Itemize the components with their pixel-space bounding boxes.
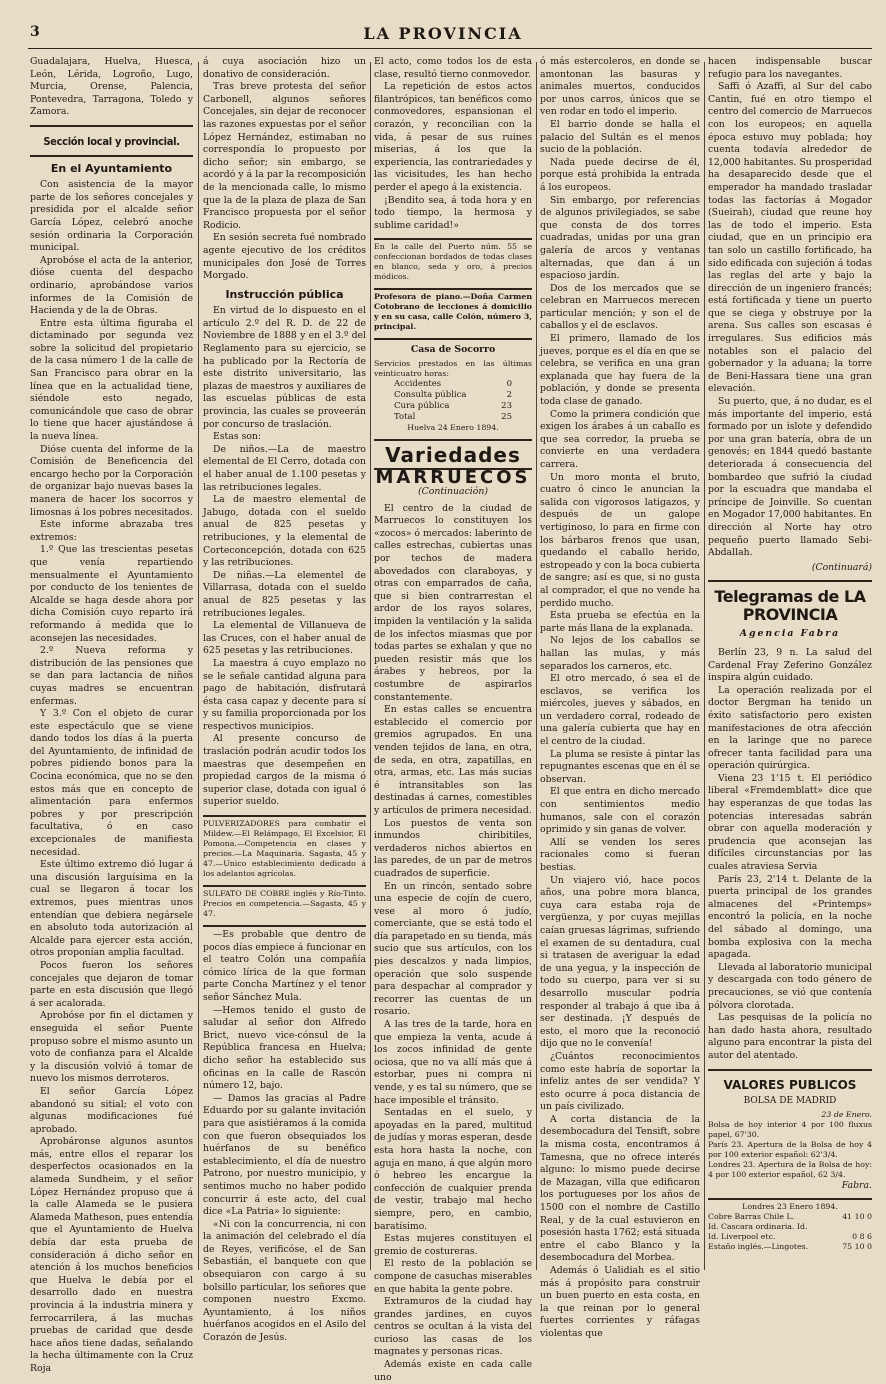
variedades-title: Variedades bbox=[385, 442, 521, 467]
row-value: 23 bbox=[501, 400, 512, 411]
column-2 bbox=[203, 56, 366, 1344]
report-row bbox=[374, 379, 532, 390]
paragraph: Saffi ó Azaffi, al Sur del cabo Cantin, fué en otro tiempo el centro del comercio de Marruecos con los europeos; en aquella época estuvo muy poblada; hoy cuenta todavía alrededor de 12,000 habitantes. Su prosperidad ha desaparecido desde que el emperador ha mandado trasladar todas las factorías á Mogador (Sueirah), ciudad que reune hoy las de todo el imperio. Esta ciudad, que en un principio era tan solo un castillo fortificado, ha sido edificada con sujeción á todas las reglas del arte y bajo la dirección de un ingeniero francés; está fortificada y tiene un puerto que se ciega y obstruye por la arena. Sus calles son escasas é irregulares. Sus edificios más notables son el palacio del gobernador y la aduana; la torre de Beni-Hassara tiene una gran elevación. bbox=[708, 81, 872, 395]
continued-text: Guadalajara, Huelva, Huesca, León, Lérida, Logroño, Lugo, Murcia, Orense, Palencia, Pontevedra, Tarragona, Toledo y Zamora. bbox=[30, 56, 193, 118]
paragraph: á cuya asociación hizo un donativo de consideración. bbox=[203, 56, 366, 80]
paragraph: Estas son: bbox=[213, 431, 262, 443]
paragraph: Aprobáronse algunos asuntos más, entre ellos el reparar los desperfectos ocasionados en la alameda Sundheim, y el señor López Hernández propuso que á la calle Alameda se le pusiera Alameda Matheson, pues entendía que el Ayuntamiento de Huelva debía dar esta prueba de consideración á dicho señor en atención á los muchos beneficios que Huelva le debía por el desarrollo dado en nuestra provincia á la industria minera y ferrocarrilera, á las muchas pruebas de caridad que desde hace años tiene dadas, señalando la hecha últimamente con la Cruz Roja bbox=[30, 1136, 193, 1374]
paragraph: La repetición de estos actos filantrópicos, tan benéficos como conmovedores, espansionan el corazón, y reconcilian con la vida, á pesar de sus ruines miserias, á los que la experiencia, las contrariedades y las vicisitudes, les han hecho perder el apego á la existencia. bbox=[374, 81, 532, 193]
column-1 bbox=[30, 56, 193, 1374]
bolsa-line: París 23. Apertura de la Bolsa de hoy 4 por 100 exterior español: 62'3/4. bbox=[708, 1139, 872, 1159]
report-title: Casa de Socorro bbox=[410, 344, 496, 356]
column-rule bbox=[370, 62, 371, 1270]
paragraph: El primero, llamado de los jueves, porque es el día en que se celebra, se verifica en una gran explanada que hay fuera de la población, y donde se presenta toda clase de ganado. bbox=[540, 333, 700, 408]
stock-row bbox=[708, 1242, 872, 1252]
paragraph: La pluma se resiste á pintar las repugnantes escenas que en él se observan. bbox=[540, 748, 700, 785]
article-title: Instrucción pública bbox=[225, 287, 344, 301]
bolsa-title: BOLSA DE MADRID bbox=[743, 1096, 837, 1107]
telegram: Las pesquisas de la policía no han dado hasta ahora, resultado alguno para encontrar la pista del autor del atentado. bbox=[708, 1012, 872, 1061]
section-title: Sección local y provincial. bbox=[43, 134, 180, 148]
paragraph: Sentadas en el suelo, y apoyadas en la pared, multitud de judías y moras esperan, desde esta hora hasta la noche, con aguja en mano, á que algún moro ó hebreo les encargue la confección de cualquier prenda de vestir, trabajo mal hecho siempre, pero, en cambio, baratísimo. bbox=[374, 1107, 532, 1232]
stock-value: 0 bbox=[852, 1232, 858, 1242]
column-rule bbox=[198, 62, 199, 1270]
divider bbox=[708, 580, 872, 582]
divider bbox=[708, 1069, 872, 1071]
paragraph: —Es probable que dentro de pocos días empiece á funcionar en el teatro Colón una compañía cómico lírica de la que forman parte Concha Martínez y el tenor señor Sánchez Mula. bbox=[203, 929, 366, 1003]
telegram: Llevada al laboratorio municipal y descargada con todo género de precauciones, se vió que contenía pólvora clorotada. bbox=[708, 961, 872, 1011]
paragraph: De niños.—La de maestro elemental de El Cerro, dotada con el haber anual de 1.100 pesetas y las retribuciones legales. bbox=[203, 443, 366, 493]
stock-row bbox=[708, 1222, 872, 1232]
bolsa-lines bbox=[708, 1120, 872, 1180]
paragraph: Con asistencia de la mayor parte de los señores concejales y presidida por el alcalde señor García López, celebró anoche sesión ordinaria la Corporación municipal. bbox=[30, 179, 193, 254]
paragraph: A corta distancia de la desembocadura del Tensift, sobre la misma costa, encontramos á Tamesna, que no ofrece interés alguno: lo mismo puede decirse de Mazagan, villa que edificaron los portugueses por los años de 1500 con el nombre de Castillo Real, y de la cual estuvieron en posesión hasta 1762; está situada entre el cabo Blanco y la desembocadura del Morbea. bbox=[540, 1113, 700, 1264]
report-intro bbox=[374, 359, 532, 379]
stock-value: 10 bbox=[854, 1212, 865, 1222]
masthead bbox=[0, 24, 886, 43]
paragraph: Aprobóse el acta de la anterior, dióse cuenta del despacho ordinario, aprobándose varios informes de la Comisión de Hacienda y de la de Obras. bbox=[30, 254, 193, 317]
paragraph: Como la primera condición que exigen los árabes á un caballo es que sea corredor, la prueba se convierte en una verdadera carrera. bbox=[540, 408, 700, 470]
paragraph: Un viajero vió, hace pocos años, una pobre mora blanca, cuya cara estaba roja de vergüenza, y por cuyas mejillas caían gruesas lágrimas, sufriendo el examen de su dentadura, cual si tratasen de averiguar la edad de una yegua, y la inspección de todo su cuerpo, para ver si su desarrollo muscular podría responder al trabajo á que iba á ser destinada. ¡Y después de esto, el moro que la reconoció dijo que no le convenía! bbox=[540, 874, 700, 1050]
stock-value: 41 bbox=[842, 1212, 853, 1222]
paragraph: En un rincón, sentado sobre una especie de cojín de cuero, vese al moro ó judío, comerciante, que se está todo el día parapetado en su tienda, más sucio que sus artículos, con los pies descalzos y nada limpios, operación que solo suspende para despachar al comprador y recorrer las cuentas de un rosario. bbox=[374, 880, 532, 1018]
paragraph: Al presente concurso de traslación podrán acudir todos los maestras que desempeñen en propiedad cargos de la misma ó superior clase, dotada con igual ó superior sueldo. bbox=[203, 733, 366, 808]
paragraph: Dos de los mercados que se celebran en Marruecos merecen particular mención; y son el de caballos y el de esclavos. bbox=[540, 282, 700, 332]
article-title: En el Ayuntamiento bbox=[50, 161, 173, 175]
paragraph: Tras breve protesta del señor Carbonell, algunos señores Concejales, sin dejar de reconocer las razones expuestas por el señor López Hernández, estimaban no correspondía lo propuesto por dicho señor; sin embargo, se acordó y á la par la recomposición de la mencionada calle, lo mismo que la de la plaza de plaza de San Francisco propuesta por el señor Rodicio. bbox=[203, 81, 366, 231]
paragraph: En sesión secreta fué nombrado agente ejecutivo de los créditos municipales don José de Torres Morgado. bbox=[203, 232, 366, 282]
stock-row bbox=[708, 1232, 872, 1242]
column-rule bbox=[704, 62, 705, 1270]
report-row bbox=[374, 401, 532, 412]
divider bbox=[374, 288, 532, 290]
paragraph: hacen indispensable buscar refugio para los navegantes. bbox=[708, 56, 872, 80]
paragraph: Dióse cuenta del informe de la Comisión de Beneficencia del encargo hecho por la Corporación de organizar bajo nuevas bases la manera de hacer los socorros y limosnas á los pobres necesitados. bbox=[30, 443, 193, 518]
paragraph: Allí se venden los seres racionales como si fueran bestias. bbox=[540, 836, 700, 873]
divider bbox=[30, 125, 193, 127]
bolsa-date: 23 de Enero. bbox=[821, 1109, 872, 1119]
paragraph: Estas mujeres constituyen el gremio de costureras. bbox=[374, 1233, 532, 1257]
divider bbox=[374, 338, 532, 340]
bolsa-line: Londres 23. Apertura de la Bolsa de hoy: 4 por 100 exterior español, 62 3/4. bbox=[708, 1159, 872, 1179]
notice-text: Profesora de piano.—Doña Carmen Cotobrano de lecciones á domicilio y en su casa, calle Colón, número 3, principal. bbox=[374, 292, 532, 332]
ad-text: SULFATO DE COBRE inglés y Río-Tinto. Precios en competencia.—Sagasta, 45 y 47. bbox=[203, 889, 366, 919]
paragraph: 1.º Que las trescientas pesetas que venía repartiendo mensualmente el Ayuntamiento por conducto de los tenientes de Alcalde se haga desde ahora por dicha Comisión cuyo reparto irá reformando á medida que lo aconsejen las necesidades. bbox=[30, 544, 193, 644]
report-row bbox=[374, 390, 532, 401]
divider bbox=[203, 925, 366, 927]
total-value: 25 bbox=[501, 411, 512, 422]
row-label: Accidentes bbox=[394, 378, 442, 389]
paragraph: 2.º Nueva reforma y distribución de las pensiones que se dan para lactancia de niños cuyas madres se encuentran enfermas. bbox=[30, 645, 193, 707]
paragraph: Sin embargo, por referencias de algunos privilegiados, se sabe que consta de dos torres cuadradas, unidas por una gran galería de arcos y ventanas alternadas, que dan á un espacioso jardín. bbox=[540, 194, 700, 282]
agency-signature: Fabra. bbox=[841, 1179, 872, 1191]
divider bbox=[30, 155, 193, 157]
paragraph: Extramuros de la ciudad hay grandes jardines, en cuyos centros se ocultan á la vista del curioso las casas de los magnates y personas ricas. bbox=[374, 1296, 532, 1358]
telegram-title: Telegramas de LA PROVINCIA bbox=[714, 587, 866, 625]
paragraph: ó más estercoleros, en donde se amontonan las basuras y animales muertos, conducidos por unos carros, únicos que se ven rodar en todo el imperio. bbox=[540, 56, 700, 118]
ad-text: PULVERIZADORES para combatir el Mildew.—El Relámpago, El Excelsior, El Pomona.—Competencia en clases y precios.—La Maquinaria. Sagasta, 45 y 47.—Unico establecimiento dedicado á los adelantos agrícolas. bbox=[203, 819, 366, 879]
telegram: La operación realizada por el doctor Bergman ha tenido un éxito satisfactorio pero existen manifestaciones de otra afección en la laringe que no parece ofrecer tanta facilidad para una operación quirúrgica. bbox=[708, 684, 872, 772]
paragraph: Esta prueba se efectúa en la parte más llana de la explanada. bbox=[540, 610, 700, 634]
paragraph: La de maestro elemental de Jabugo, dotada con el sueldo anual de 825 pesetas y retribuciones, y la elemental de Corteconcepción, dotada con 625 y las retribuciones. bbox=[203, 494, 366, 569]
paragraph: — Damos las gracias al Padre Eduardo por su galante invitación para que asistiéramos á la comida con que fueron obsequiados los huérfanos de su benéfico establecimiento, el día de nuestro Patrono, por nuestro municipio, y sentimos mucho no haber podido concurrir á este acto, del cual dice «La Patria» lo siguiente: bbox=[203, 1092, 366, 1218]
paragraph: La elemental de Villanueva de las Cruces, con el haber anual de 625 pesetas y las retribuciones. bbox=[203, 620, 366, 657]
paragraph: Además ó Ualidiah es el sitio más á propósito para construir un buen puerto en esta costa, en la que reinan por lo general fuertes corrientes y ráfagas violentas que bbox=[540, 1265, 700, 1339]
divider bbox=[203, 885, 366, 887]
bolsa-line: Bolsa de hoy interior 4 por 100 fluxus papel, 67'30. bbox=[708, 1119, 872, 1139]
paragraph: Además existe en cada calle uno bbox=[374, 1359, 532, 1383]
stock-name: Id. Cascara ordinaria. Id. bbox=[708, 1222, 808, 1232]
london-title: Londres 23 Enero 1894. bbox=[742, 1202, 838, 1212]
paragraph: Y 3.º Con el objeto de curar este espectáculo que se viene dando todos los días á la puerta del Ayuntamiento, de infinidad de pobres pidiendo bonos para la Cocina económica, que no se den estos más que en concepto de alimentación para enfermos pobres y por prescripción facultativa, ó en caso excepcionales de manifiesta necesidad. bbox=[30, 708, 193, 858]
notice-text: En la calle del Puerto núm. 55 se confeccionan bordados de todas clases en blanco, seda y oro, á precios módicos. bbox=[374, 242, 532, 282]
paragraph: El centro de la ciudad de Marruecos lo constituyen los «zocos» ó mercados: laberinto de calles estrechas, cubiertas unas por techos de madera abovedados con claraboyas, y otras con emparrados de caña, que si bien contrarrestan el ardor de los rayos solares, impiden la ventilación y la salida de los infectos miasmas que por todas partes se exhalan y que no pueden resistir más que los árabes y hebreos, por la costumbre de aspirarlos constantemente. bbox=[374, 502, 532, 703]
to-be-continued: (Continuará) bbox=[811, 561, 872, 573]
paragraph: Este informe abrazaba tres extremos: bbox=[30, 519, 193, 543]
telegram: París 23, 2'14 t. Delante de la puerta principal de los grandes almacenes del «Printemps» encontró la policía, en la noche del sábado al domingo, una bomba explosiva con la mecha apagada. bbox=[708, 873, 872, 961]
paragraph: Nada puede decirse de él, porque está prohibida la entrada á los europeos. bbox=[540, 156, 700, 193]
paragraph: De niñas.—La elementel de Villarrasa, dotada con el sueldo anual de 825 pesetas y las retribuciones legales. bbox=[203, 569, 366, 619]
continuation-note: (Continuación) bbox=[418, 486, 488, 498]
paragraph: La maestra á cuyo emplazo no se le señale cantidad alguna para pago de habitación, disfrutará ésta casa capaz y decente para sí y su familia proporcionada por los respectivos municipios. bbox=[203, 657, 366, 732]
column-5 bbox=[708, 56, 872, 1272]
stock-value: 6 bbox=[867, 1232, 872, 1242]
stock-name: Cobre Barras Chile L. bbox=[708, 1212, 795, 1222]
paragraph: El que entra en dicho mercado con sentimientos medio humanos, sale con el corazón oprimido y sin ganas de volver. bbox=[540, 786, 700, 836]
report-intro-text: Servicios prestados en las últimas veinticuatro horas: bbox=[374, 358, 532, 378]
paragraph: Este último extremo dió lugar á una discusión larguísima en la cual se llegaron á tocar los extremos, pues mientras unos entendían que debiera negársele en absoluto toda autorización al Alcalde para ejercer esta acción, otros proponían amplia facultad. bbox=[30, 859, 193, 959]
agency-name: Agencia Fabra bbox=[739, 628, 841, 640]
telegram: Viena 23 1'15 t. El periódico liberal «Fremdemblatt» dice que hay esperanzas de que todas las potencias interesadas sabrán obrar con aquella moderación y prudencia que aconsejan las difíciles circunstancias por las cuales atraviesa Servia bbox=[708, 772, 872, 873]
row-value: 2 bbox=[506, 389, 512, 400]
column-rule bbox=[536, 62, 537, 1270]
stock-value: 8 bbox=[859, 1232, 865, 1242]
advertisement bbox=[203, 819, 366, 879]
stock-value: 0 bbox=[867, 1242, 872, 1252]
paragraph: Un moro monta el bruto, cuatro ó cinco le anuncian la salida con vigorosos latigazos, y después de un galope vertiginoso, lo para en firme con los bárbaros frenos que usan, quedando el caballo herido, estropeado y con la boca cubierta de sangre; así es que, si no gusta al comprador, el que no vende ha perdido mucho. bbox=[540, 471, 700, 609]
paragraph: «Ni con la concurrencia, ni con la animación del celebrado el día de Reyes, verificóse, el de San Sebastián, el banquete con que obsequiaron con cargo á su bolsillo particular, los señores que componen nuestro Excmo. Ayuntamiento, á los niños huérfanos acogidos en el Asilo del Corazón de Jesús. bbox=[203, 1218, 366, 1344]
paragraph: En estas calles se encuentra establecido el comercio por gremios agrupados. En una venden tejidos de lana, en otra, de seda, en otra, zapatillas, en otra, armas, etc. Las más sucias é intransitables son las destinadas á carnes, comestibles y artículos de primera necesidad. bbox=[374, 704, 532, 816]
paragraph: El barrio donde se halla el palacio del Sultán es el menos sucio de la población. bbox=[540, 118, 700, 156]
notice bbox=[374, 292, 532, 332]
stock-value: 10 bbox=[854, 1242, 865, 1252]
marruecos-title: MARRUECOS bbox=[375, 466, 531, 488]
paragraph: El señor García López abandonó su sitial; el voto con algunas modificaciones fué aprobado. bbox=[30, 1085, 193, 1135]
header-rule bbox=[28, 48, 872, 49]
report-date: Huelva 24 Enero 1894. bbox=[407, 422, 499, 432]
stock-name: Id. Liverpool etc. bbox=[708, 1232, 776, 1242]
total-label: Total bbox=[394, 411, 416, 422]
row-label: Consulta pública bbox=[394, 389, 467, 400]
paragraph: El resto de la población se compone de casuchas miserables en que habita la gente pobre. bbox=[374, 1258, 532, 1295]
paragraph: —Hemos tenido el gusto de saludar al señor don Alfredo Brict, nuevo vice-cónsul de la República francesa en Huelva; dicho señor ha establecido sus oficinas en la calle de Rascón número 12, bajo. bbox=[203, 1004, 366, 1092]
casa-socorro-report bbox=[374, 344, 532, 433]
valores-title: VALORES PUBLICOS bbox=[723, 1077, 857, 1092]
page-number: 3 bbox=[30, 24, 40, 40]
notice bbox=[374, 242, 532, 282]
stock-value: 75 bbox=[842, 1242, 853, 1252]
paragraph: ¿Cuántos reconocimientos como este habría de soportar la infeliz antes de ser vendida? Y esto ocurre á poca distancia de un país civilizado. bbox=[540, 1050, 700, 1113]
paragraph: En virtud de lo dispuesto en el artículo 2.º del R. D. de 22 de Noviembre de 1888 y en el 3.º del Reglamento para su ejercicio, se ha publicado por la Rectoría de este distrito universitario, las plazas de maestros y auxiliares de las escuelas públicas de esta provincia, las cuales se proveerán por concurso de traslación. bbox=[203, 305, 366, 430]
divider bbox=[374, 439, 532, 441]
advertisement bbox=[203, 889, 366, 919]
article-body bbox=[30, 179, 193, 1375]
stock-value: 0 bbox=[867, 1212, 872, 1222]
paragraph: No lejos de los caballos se hallan las mulas, y más separados los carneros, etc. bbox=[540, 635, 700, 672]
paragraph: Su puerto, que, á no dudar, es el más importante del imperio, está formado por un islote y defendido por una gran batería, obra de un genovés; en 1844 quedó bastante deteriorada á consecuencia del bombardeo que sufrió la ciudad por la escuadra que mandaba el príncipe de Joinville. So cuentan en Mogador 17,000 habitantes. En dirección al Norte hay otro pequeño puerto llamado Sebi-Abdallah. bbox=[708, 396, 872, 559]
paragraph: El acto, como todos los de esta clase, resultó tierno conmovedor. bbox=[374, 56, 532, 80]
report-total bbox=[374, 412, 532, 423]
row-value: 0 bbox=[506, 378, 512, 389]
column-3 bbox=[374, 56, 532, 1383]
paragraph: A las tres de la tarde, hora en que empieza la venta, acude á los zocos infinidad de gente ociosa, que no va allí más que á estorbar, pues ni compra ni vende, y es tal su número, que se hace imposible el tránsito. bbox=[374, 1019, 532, 1106]
paragraph: ¡Bendito sea, á toda hora y en todo tiempo, la hermosa y sublime caridad!» bbox=[374, 194, 532, 231]
stock-name: Estaño inglés.—Lingotes. bbox=[708, 1242, 809, 1252]
paragraph: Aprobóse por fin el dictamen y enseguida el señor Puente propuso sobre el mismo asunto un voto de confianza para el Alcalde y la discusión volvió á tomar de nuevo los mismos derroteros. bbox=[30, 1010, 193, 1085]
stock-list bbox=[708, 1212, 872, 1252]
paragraph: Entre esta última figuraba el dictaminado por segunda vez sobre la solicitud del propietario de la casa número 1 de la calle de San Francisco para obrar en la línea que en la actualidad tiene, siéndole esto negado, comunicándole que caso de obrar lo tiene que hacer ajustándose á la nueva línea. bbox=[30, 317, 193, 443]
column-4 bbox=[540, 56, 700, 1339]
paragraph: El otro mercado, ó sea el de esclavos, se verifica los miércoles, jueves y sábados, en un verdadero corral, rodeado de una galería cubierta que hay en el centro de la ciudad. bbox=[540, 673, 700, 748]
paragraph: Los puestos de venta son inmundos chiribitiles, verdaderos nichos abiertos en las paredes, de un par de metros cuadrados de superficie. bbox=[374, 817, 532, 879]
row-label: Cura pública bbox=[394, 400, 450, 411]
stock-row bbox=[708, 1212, 872, 1222]
divider bbox=[708, 1198, 872, 1200]
paragraph: Pocos fueron los señores concejales que dejaron de tomar parte en esta discusión que llegó á ser acalorada. bbox=[30, 959, 193, 1009]
masthead-title: LA PROVINCIA bbox=[363, 24, 523, 43]
divider bbox=[374, 238, 532, 240]
divider bbox=[203, 815, 366, 817]
telegram: Berlín 23, 9 n. La salud del Cardenal Fray Zeferino González inspira algún cuidado. bbox=[708, 646, 872, 684]
